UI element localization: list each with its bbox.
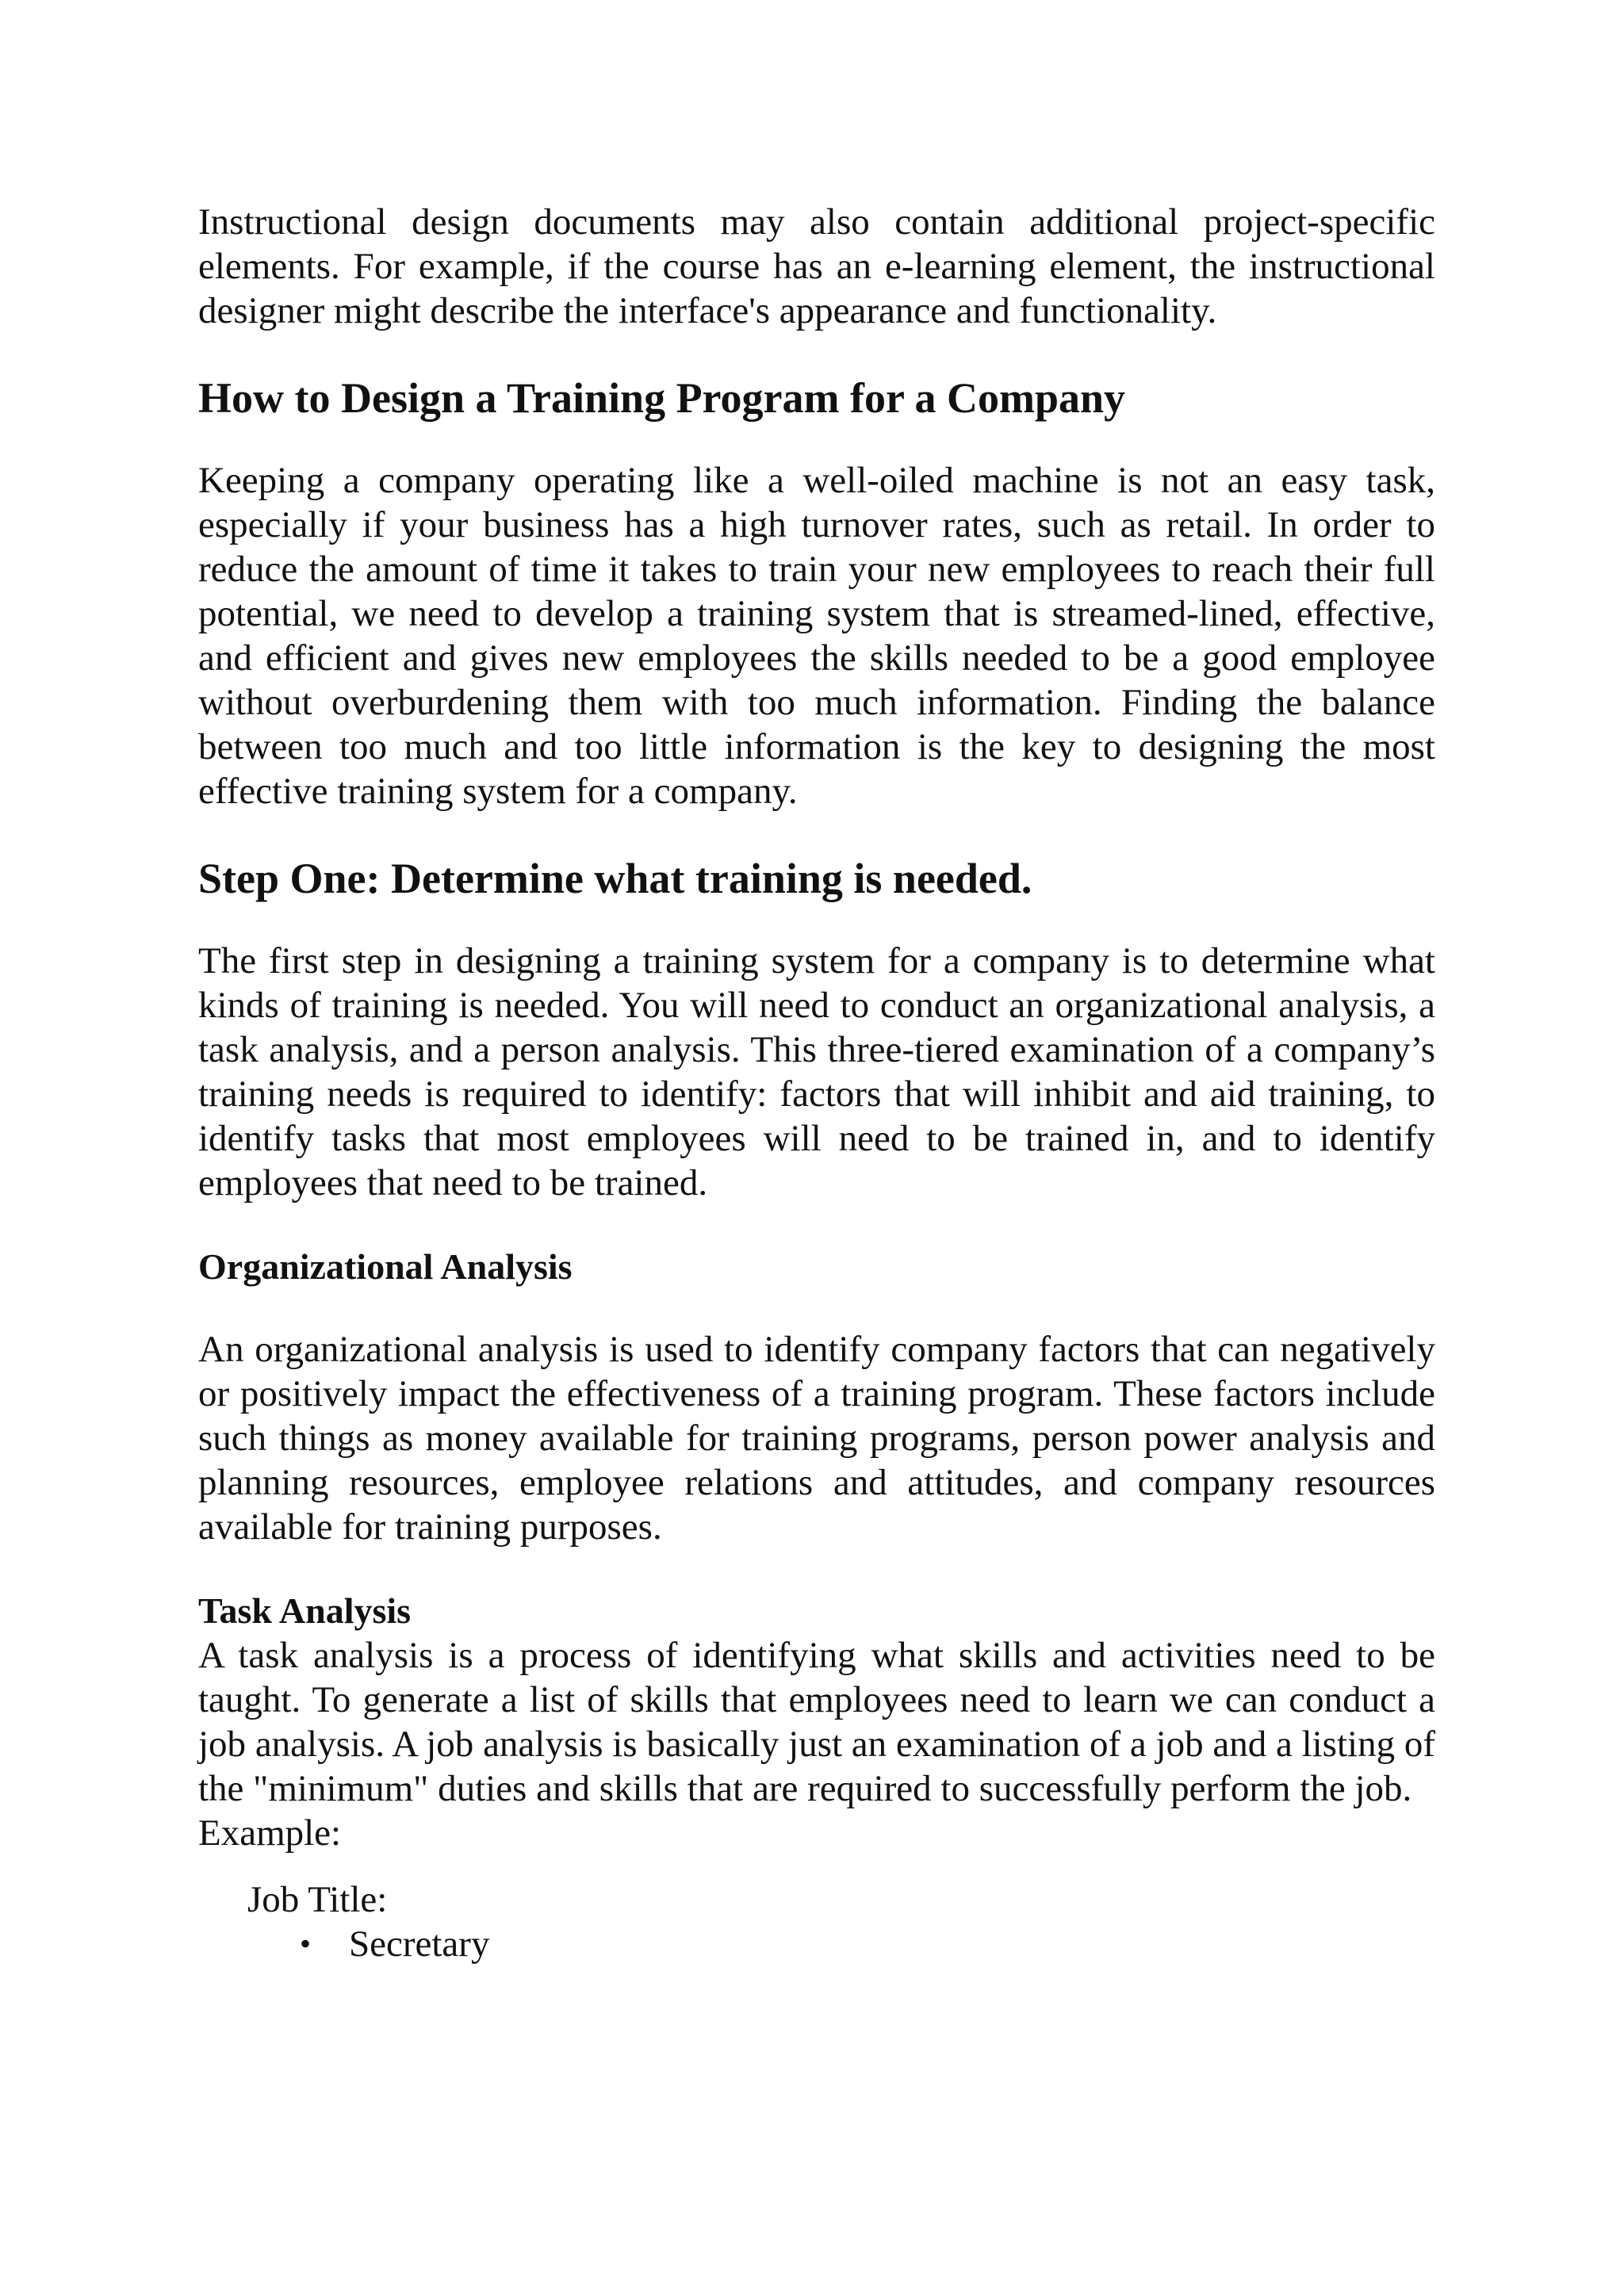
bullet-icon: • [300,1926,312,1961]
job-title-label: Job Title: [247,1879,388,1920]
job-title-list [198,1922,1435,1966]
job-title-secretary: Secretary [349,1923,490,1965]
heading-organizational-analysis: Organizational Analysis [198,1246,573,1287]
design-paragraph: Keeping a company operating like a well-oiled machine is not an easy task, especially if your business has a high turnover rates, such as retail. In order to reduce the amount of time it takes to train your new employees to reach their full potential, we need to develop a training system that is streamed-lined, effective, and efficient and gives new employees the skills needed to be a good employee without overburdening them with too much information. Finding the balance between too much and too little information is the key to designing the most effective training system for a company. [198,460,1435,812]
task-analysis-paragraph: A task analysis is a process of identifying what skills and activities need to be taught. To generate a list of skills that employees need to learn we can conduct a job analysis. A job analysis is basically just an examination of a job and a listing of the "minimum" duties and skills that are required to successfully perform the job. [198,1635,1435,1809]
organizational-analysis-paragraph: An organizational analysis is used to identify company factors that can negatively or positively impact the effectiveness of a training program. These factors include such things as money available for training programs, person power analysis and planning resources, employee relations and attitudes, and company resources available for training purposes. [198,1329,1435,1548]
heading-task-analysis: Task Analysis [198,1590,412,1631]
document-page [198,190,1435,1966]
heading-design-training-program: How to Design a Training Program for a Company [198,374,1126,422]
list-item [293,1922,1435,1966]
example-label: Example: [198,1812,342,1854]
heading-step-one: Step One: Determine what training is needed. [198,855,1032,902]
step-one-paragraph: The first step in designing a training system for a company is to determine what kinds of training is needed. You will need to conduct an organizational analysis, a task analysis, and a person analysis. This three-tiered examination of a company’s training needs is required to identify: factors that will inhibit and aid training, to identify tasks that most employees will need to be trained in, and to identify employees that need to be trained. [198,940,1435,1203]
intro-paragraph: Instructional design documents may also contain additional project-specific elements. For example, if the course has an e-learning element, the instructional designer might describe the interface's appearance and functionality. [198,201,1435,331]
